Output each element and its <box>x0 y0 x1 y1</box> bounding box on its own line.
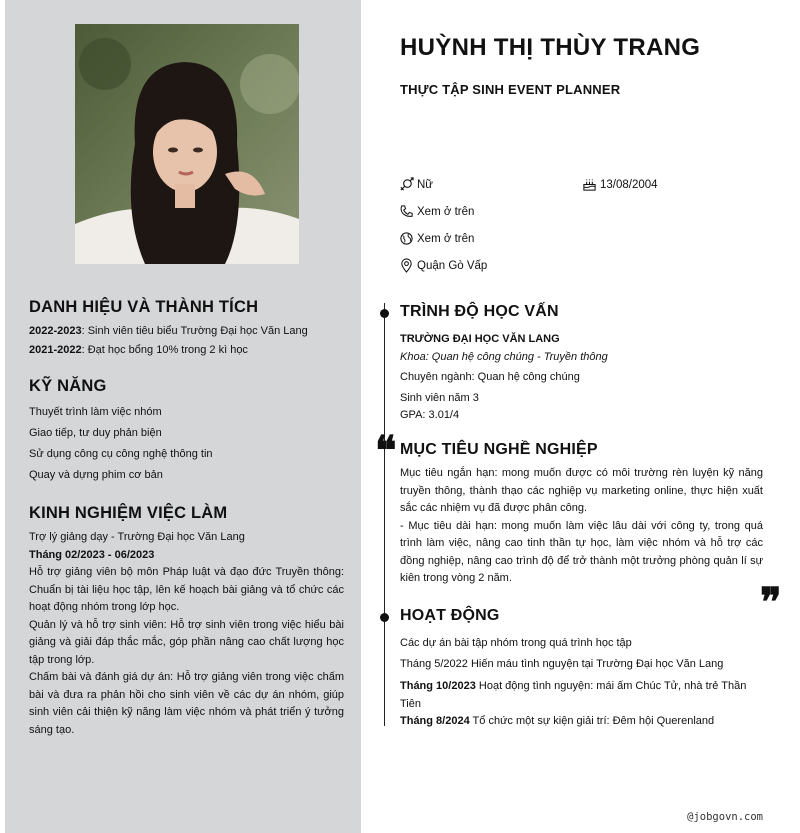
skill-item: Giao tiếp, tư duy phản biện <box>29 427 162 439</box>
address-info <box>399 258 487 273</box>
experience-position: Trợ lý giảng dạy - Trường Đại học Văn Lang <box>29 531 245 543</box>
location-pin-icon <box>399 258 414 273</box>
website-text: Xem ở trên <box>417 232 475 245</box>
activities-title: HOẠT ĐỘNG <box>400 607 500 624</box>
gender-icon <box>399 177 414 192</box>
dob-info <box>582 177 658 192</box>
award-year: 2022-2023 <box>29 325 82 337</box>
skills-list <box>29 402 344 486</box>
activity-text: Tổ chức một sự kiện giải trí: Đêm hội Querenland <box>469 715 715 727</box>
candidate-role: THỰC TẬP SINH EVENT PLANNER <box>400 82 621 97</box>
education-title: TRÌNH ĐỘ HỌC VẤN <box>400 303 559 320</box>
gender-text: Nữ <box>417 178 434 191</box>
quote-close-icon: ❞ <box>760 579 782 626</box>
activity-item <box>400 713 763 731</box>
timeline-line <box>384 303 385 726</box>
gender-info <box>399 177 433 192</box>
activity-date: Tháng 10/2023 <box>400 680 476 692</box>
award-item <box>29 323 344 341</box>
experience-body <box>29 529 344 739</box>
award-text: : Sinh viên tiêu biểu Trường Đại học Văn Lang <box>81 325 308 337</box>
activity-item: Tháng 5/2022 Hiến máu tình nguyện tại Trường Đại học Văn Lang <box>400 657 724 670</box>
award-year: 2021-2022 <box>29 343 82 356</box>
skill-item: Sử dụng công cụ công nghệ thông tin <box>29 448 213 460</box>
experience-paragraph: Hỗ trợ giảng viên bộ môn Pháp luật và đạo đức Truyền thông: Chuẩn bị tài liệu học tập, lên kế hoạch bài giảng và tổ chức các hoạt động nhóm trong lớp học. <box>29 566 344 613</box>
objective-long: - Mục tiêu dài hạn: mong muốn làm việc lâu dài với công ty, trong quá trình làm việc, nâng cao tinh thần tự học, làm việc nhóm và hỗ trợ các đồng nghiệp, nâng cao trình độ để trở thành một trưởng phòng quản lí sự kiên trong vòng 2 năm. <box>400 519 763 584</box>
education-gpa: GPA: 3.01/4 <box>400 409 460 421</box>
education-major: Chuyên ngành: Quan hệ công chúng <box>400 371 580 383</box>
timeline-dot <box>380 613 389 622</box>
quote-open-icon: ❝ <box>375 427 397 474</box>
objective-short: Mục tiêu ngắn hạn: mong muốn được có môi trường rèn luyện kỹ năng truyền thông, thành thạo các nghiệp vụ marketing online, thực hiện xuất sắc các nhiệm vụ đã được phân công. <box>400 467 763 514</box>
profile-photo <box>75 24 299 264</box>
objective-title: MỤC TIÊU NGHỀ NGHIỆP <box>400 441 598 458</box>
left-sidebar <box>5 0 361 833</box>
experience-period: Tháng 02/2023 - 06/2023 <box>29 548 155 561</box>
activity-item <box>400 678 763 713</box>
address-text: Quận Gò Vấp <box>417 259 488 272</box>
experience-paragraph: Quản lý và hỗ trợ sinh viên: Hỗ trợ sinh viên trong việc hiểu bài giảng và giải đáp thắc mắc, góp phần nâng cao chất lượng học tập trong lớp. <box>29 618 344 666</box>
activity-date: Tháng 8/2024 <box>400 715 470 727</box>
skill-item: Thuyết trình làm việc nhóm <box>29 406 162 418</box>
activity-text: Hoạt động tình nguyện: mái ấm Chúc Tử, nhà trẻ Thần Tiên <box>400 680 747 710</box>
awards-title: DANH HIỆU VÀ THÀNH TÍCH <box>29 298 259 316</box>
education-school: TRƯỜNG ĐẠI HỌC VĂN LANG <box>400 333 560 345</box>
skills-title: KỸ NĂNG <box>29 377 107 395</box>
activity-item: Các dự án bài tập nhóm trong quá trình học tập <box>400 637 632 649</box>
timeline-dot <box>380 309 389 318</box>
education-year: Sinh viên năm 3 <box>400 391 479 404</box>
footer-watermark: @jobgovn.com <box>687 811 763 823</box>
skill-item: Quay và dựng phim cơ bản <box>29 469 163 481</box>
phone-text: Xem ở trên <box>417 205 475 218</box>
candidate-name: HUỲNH THỊ THÙY TRANG <box>400 34 701 61</box>
objective-body <box>400 465 763 588</box>
award-text: : Đạt học bổng 10% trong 2 kì học <box>81 343 248 356</box>
phone-icon <box>399 204 414 219</box>
education-body <box>400 331 763 425</box>
phone-info <box>399 204 474 219</box>
experience-title: KINH NGHIỆM VIỆC LÀM <box>29 504 228 522</box>
cake-icon <box>582 177 597 192</box>
dob-text: 13/08/2004 <box>600 178 658 191</box>
education-faculty: Khoa: Quan hệ công chúng - Truyền thông <box>400 350 608 363</box>
website-info <box>399 231 474 246</box>
award-item <box>29 342 344 360</box>
globe-icon <box>399 231 414 246</box>
awards-list <box>29 323 344 360</box>
experience-paragraph: Chấm bài và đánh giá dự án: Hỗ trợ giảng viên trong việc chấm bài và đưa ra phản hồi cho sinh viên về các dự án nhóm, giúp sinh viên cải thiện kỹ năng làm việc nhóm và phát triển ý tưởng sáng tạo. <box>29 671 344 736</box>
activities-body <box>400 635 763 731</box>
